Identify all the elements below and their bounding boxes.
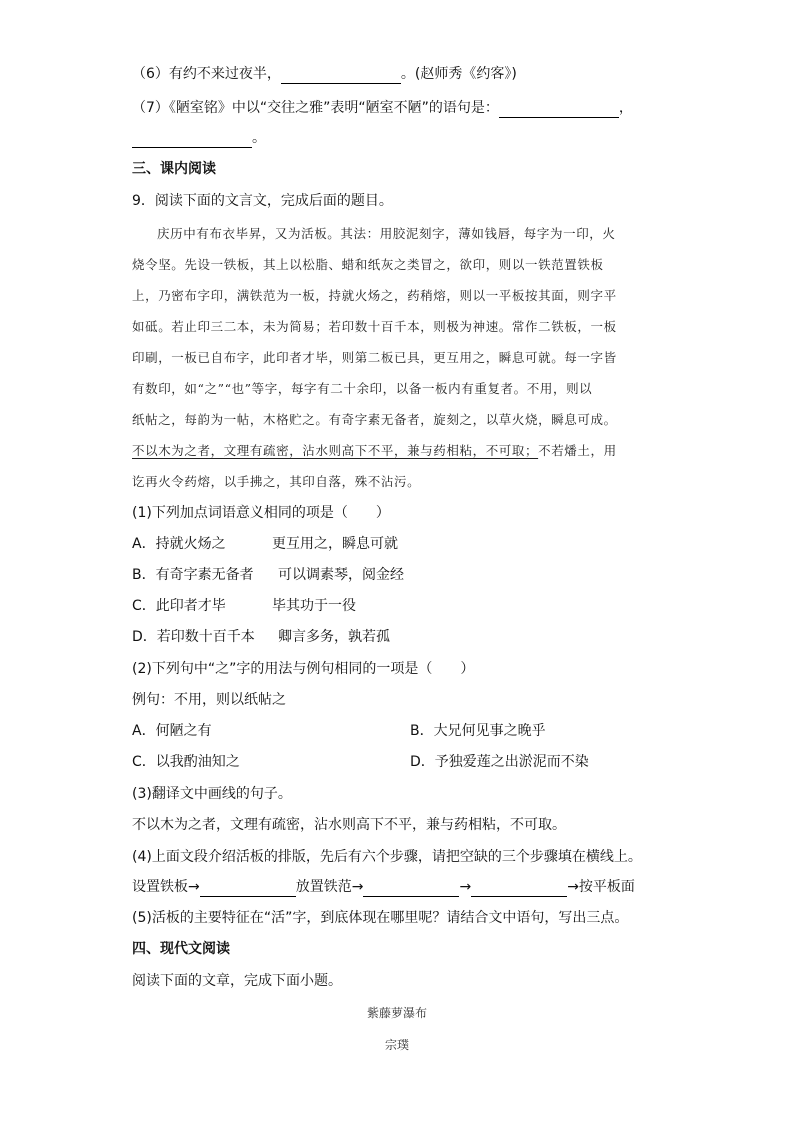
- answer-blank[interactable]: [132, 132, 252, 148]
- q4-steps: [132, 877, 635, 897]
- passage-line: [132, 435, 657, 466]
- q1-option-d[interactable]: [132, 627, 255, 647]
- option-text: C．此印者才毕: [132, 598, 226, 614]
- q3-sentence: 不以木为之者，文理有疏密，沾水则高下不平，兼与药相粘，不可取。: [132, 817, 566, 833]
- q1-option-b[interactable]: [132, 565, 254, 585]
- q2-stem: (2)下列句中“之”字的用法与例句相同的一项是（ ）: [132, 661, 475, 677]
- option-text: D．若印数十百千本: [132, 629, 255, 645]
- step-text: →按平板面: [567, 879, 635, 895]
- answer-blank[interactable]: [200, 881, 296, 897]
- section-intro: 阅读下面的文章，完成下面小题。: [132, 973, 342, 989]
- passage-line: 纸帖之，每韵为一帖，木格贮之。有奇字素无备者，旋刻之，以草火烧，瞬息可成。: [132, 412, 617, 427]
- answer-blank[interactable]: [281, 68, 401, 84]
- fill-item-6: [132, 64, 517, 84]
- q2-option-c[interactable]: C．以我酌油知之: [132, 754, 240, 770]
- passage-line: 烧令坚。先设一铁板，其上以松脂、蜡和纸灰之类冒之，欲印，则以一铁范置铁板: [132, 257, 604, 272]
- item6-suffix: 。(赵师秀《约客》): [400, 66, 517, 82]
- q1-stem: (1)下列加点词语意义相同的项是（ ）: [132, 505, 390, 521]
- question-intro: 9．阅读下面的文言文，完成后面的题目。: [132, 193, 393, 209]
- passage-line: 上，乃密布字印，满铁范为一板，持就火炀之，药稍熔，则以一平板按其面，则字平: [132, 288, 617, 303]
- q4-stem: (4)上面文段介绍活板的排版，先后有六个步骤，请把空缺的三个步骤填在横线上。: [132, 849, 642, 865]
- q1-option-d-pair: 卿言多务，孰若孤: [278, 629, 390, 645]
- answer-blank[interactable]: [471, 881, 567, 897]
- q2-example: 例句：不用，则以纸帖之: [132, 692, 286, 708]
- q1-option-a[interactable]: [132, 534, 226, 554]
- underlined-sentence: 不以木为之者，文理有疏密，沾水则高下不平，兼与药相粘，不可取；: [132, 443, 539, 458]
- q1-option-c[interactable]: [132, 596, 226, 616]
- item7-comma: ，: [618, 100, 633, 116]
- step-text: 设置铁板→: [132, 879, 200, 895]
- passage-text: 不若燔土，用: [538, 443, 617, 458]
- fill-item-7: [132, 98, 633, 118]
- q1-option-c-pair: 毕其功于一役: [272, 598, 356, 614]
- q2-option-d[interactable]: D．予独爱莲之出淤泥而不染: [410, 754, 589, 770]
- fill-item-7-cont: [132, 128, 266, 148]
- q1-option-b-pair: 可以调素琴，阅金经: [278, 567, 404, 583]
- section-title: 三、课内阅读: [132, 161, 216, 177]
- passage-line: 庆历中有布衣毕昇，又为活板。其法：用胶泥刻字，薄如钱唇，每字为一印，火: [157, 226, 616, 241]
- step-text: 放置铁范→: [295, 879, 364, 895]
- answer-blank[interactable]: [363, 881, 459, 897]
- item6-prefix: （6）有约不来过夜半，: [132, 66, 281, 82]
- option-text: B．有奇字素无备者: [132, 567, 254, 583]
- q2-option-a[interactable]: A．何陋之有: [132, 723, 212, 739]
- q3-stem: (3)翻译文中画线的句子。: [132, 786, 292, 802]
- answer-blank[interactable]: [499, 102, 619, 118]
- q1-option-a-pair: 更互用之，瞬息可就: [272, 536, 398, 552]
- section-title: 四、现代文阅读: [132, 941, 230, 957]
- q5-stem: (5)活板的主要特征在“活”字，到底体现在哪里呢？请结合文中语句，写出三点。: [132, 910, 629, 926]
- passage-line: 如砥。若止印三二本，未为简易；若印数十百千本，则极为神速。常作二铁板，一板: [132, 319, 617, 334]
- item7-end: 。: [252, 130, 266, 146]
- arrow: →: [459, 879, 472, 895]
- classical-passage: [132, 218, 657, 497]
- option-text: A．持就火炀之: [132, 536, 226, 552]
- passage-line: 印刷，一板已自布字，此印者才毕，则第二板已具，更互用之，瞬息可就。每一字皆: [132, 350, 617, 365]
- item7-prefix: （7）《陋室铭》中以“交往之雅”表明“陋室不陋”的语句是：: [132, 100, 499, 116]
- passage-line: 有数印，如“之”“也”等字，每字有二十余印，以备一板内有重复者。不用，则以: [132, 381, 593, 396]
- q2-option-b[interactable]: B．大兄何见事之晚乎: [410, 723, 546, 739]
- article-title: 紫藤萝瀑布: [366, 1006, 427, 1020]
- article-author: 宗璞: [384, 1038, 409, 1052]
- passage-line: 讫再火令药熔，以手拂之，其印自落，殊不沾污。: [132, 474, 421, 489]
